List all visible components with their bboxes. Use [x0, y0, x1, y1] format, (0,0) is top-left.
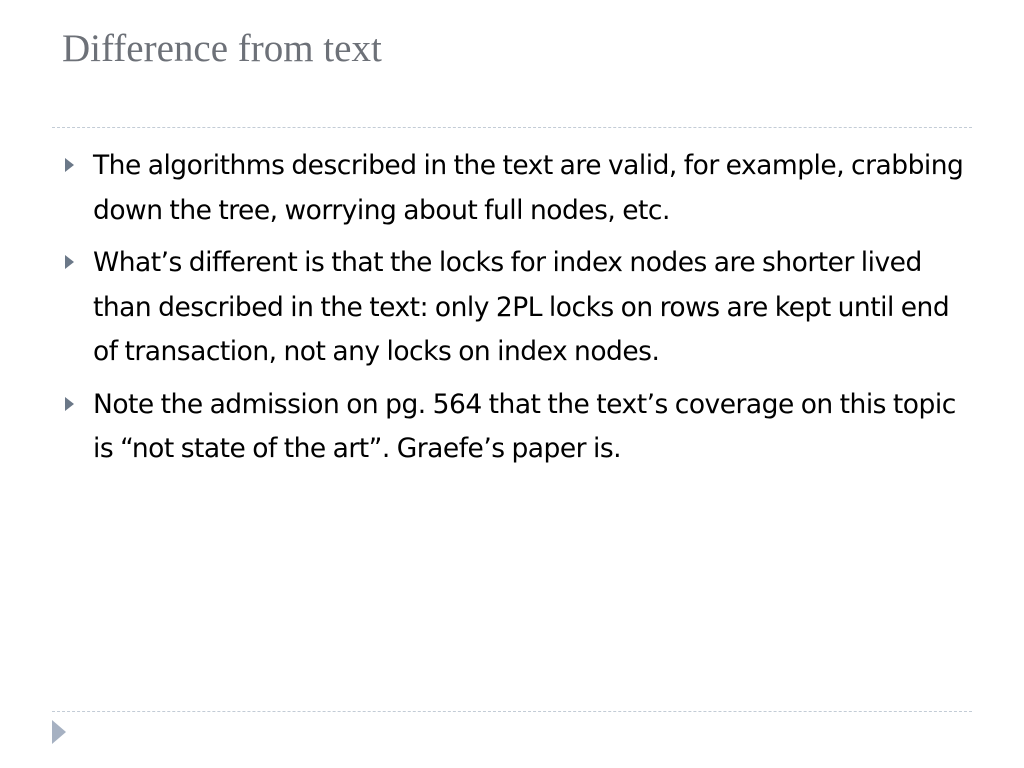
- triangle-right-icon: [65, 397, 74, 411]
- bullet-item: [62, 241, 972, 375]
- corner-triangle-icon: [52, 720, 66, 744]
- bullet-list: [62, 144, 972, 480]
- bullet-text: The algorithms described in the text are valid, for example, crabbing down the tree, worrying about full nodes, etc.: [93, 150, 964, 226]
- bullet-item: [62, 144, 972, 233]
- triangle-right-icon: [65, 158, 74, 172]
- bullet-text: What’s different is that the locks for index nodes are shorter lived than described in the text: only 2PL locks on rows are kept until end of transaction, not any locks on index nodes.: [93, 247, 950, 367]
- footer-divider: [52, 711, 972, 712]
- slide-title: Difference from text: [62, 27, 382, 70]
- triangle-right-icon: [65, 255, 74, 269]
- bullet-item: [62, 383, 972, 472]
- title-divider: [52, 127, 972, 128]
- bullet-text: Note the admission on pg. 564 that the text’s coverage on this topic is “not state of the art”. Graefe’s paper is.: [93, 388, 956, 464]
